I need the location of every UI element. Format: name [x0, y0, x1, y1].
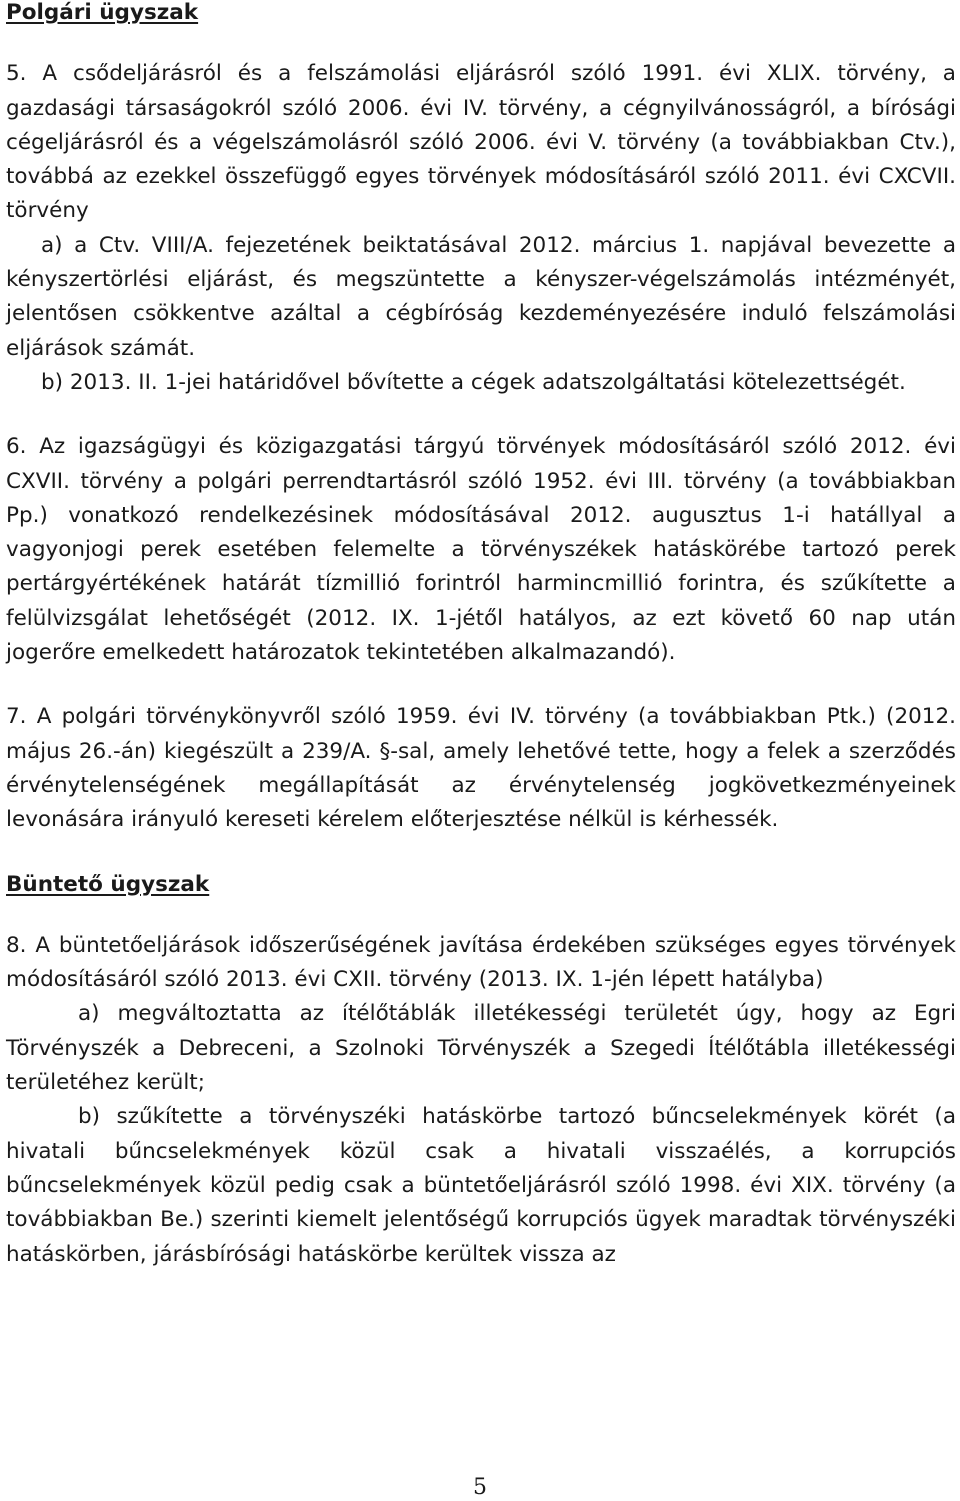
section-heading-civil: Polgári ügyszak	[6, 0, 199, 25]
item-8-point-b: b) szűkítette a törvényszéki hatáskörbe tartozó bűncselekmények körét (a hivatali bűncselekmények közül csak a hivatali visszaélés, a korrupciós bűncselekmények közül pedig csak a büntetőeljárásról szóló 1998. évi XIX. törvény (a továbbiakban Be.) szerinti kiemelt jelentőségű korrupciós ügyek maradtak törvényszéki hatáskörben, járásbírósági hatáskörbe kerültek vissza az	[6, 1104, 956, 1267]
item-8-intro: 8. A büntetőeljárások időszerűségének javítása érdekében szükséges egyes törvények módosításáról szóló 2013. évi CXII. törvény (2013. IX. 1-jén lépett hatályba)	[6, 932, 956, 993]
page-number: 5	[473, 1475, 487, 1500]
section-heading-criminal: Büntető ügyszak	[6, 871, 210, 897]
item-5-point-b: b) 2013. II. 1-jei határidővel bővítette a cégek adatszolgáltatási kötelezettségét.	[41, 369, 906, 395]
item-5-intro: 5. A csődeljárásról és a felszámolási eljárásról szóló 1991. évi XLIX. törvény, a gazdasági társaságokról szóló 2006. évi IV. törvény, a cégnyilvánosságról, a bírósági cégeljárásról és a végelszámolásról szóló 2006. évi V. törvény (a továbbiakban Ctv.), továbbá az ezekkel összefüggő egyes törvények módosításáról szóló 2011. évi CXCVII. törvény	[6, 61, 956, 224]
document-page	[6, 0, 956, 1272]
item-8-point-a: a) megváltoztatta az ítélőtáblák illetékességi területét úgy, hogy az Egri Törvényszék a Debreceni, a Szolnoki Törvényszék a Szegedi Ítélőtábla illetékességi területéhez került;	[6, 1001, 956, 1096]
item-6: 6. Az igazságügyi és közigazgatási tárgyú törvények módosításáról szóló 2012. évi CXVII. törvény a polgári perrendtartásról szóló 1952. évi III. törvény (a továbbiakban Pp.) vonatkozó rendelkezésinek módosításával 2012. augusztus 1-i hatállyal a vagyonjogi perek esetében felemelte a törvényszékek hatáskörébe tartozó perek pertárgyértékének határát tízmillió forintról harmincmillió forintra, és szűkítette a felülvizsgálat lehetőségét (2012. IX. 1-jétől hatályos, az ezt követő 60 nap után jogerőre emelkedett határozatok tekintetében alkalmazandó).	[6, 434, 956, 666]
item-7: 7. A polgári törvénykönyvről szóló 1959. évi IV. törvény (a továbbiakban Ptk.) (2012. május 26.-án) kiegészült a 239/A. §-sal, amely lehetővé tette, hogy a felek a szerződés érvénytelenségének megállapítását az érvénytelenség jogkövetkezményeinek levonására irányuló kereseti kérelem előterjesztése nélkül is kérhessék.	[6, 704, 956, 833]
item-5-point-a: a) a Ctv. VIII/A. fejezetének beiktatásával 2012. március 1. napjával bevezette a kényszertörlési eljárást, és megszüntette a kényszer-végelszámolás intézményét, jelentősen csökkentve azáltal a cégbíróság kezdeményezésére induló felszámolási eljárások számát.	[6, 232, 956, 361]
